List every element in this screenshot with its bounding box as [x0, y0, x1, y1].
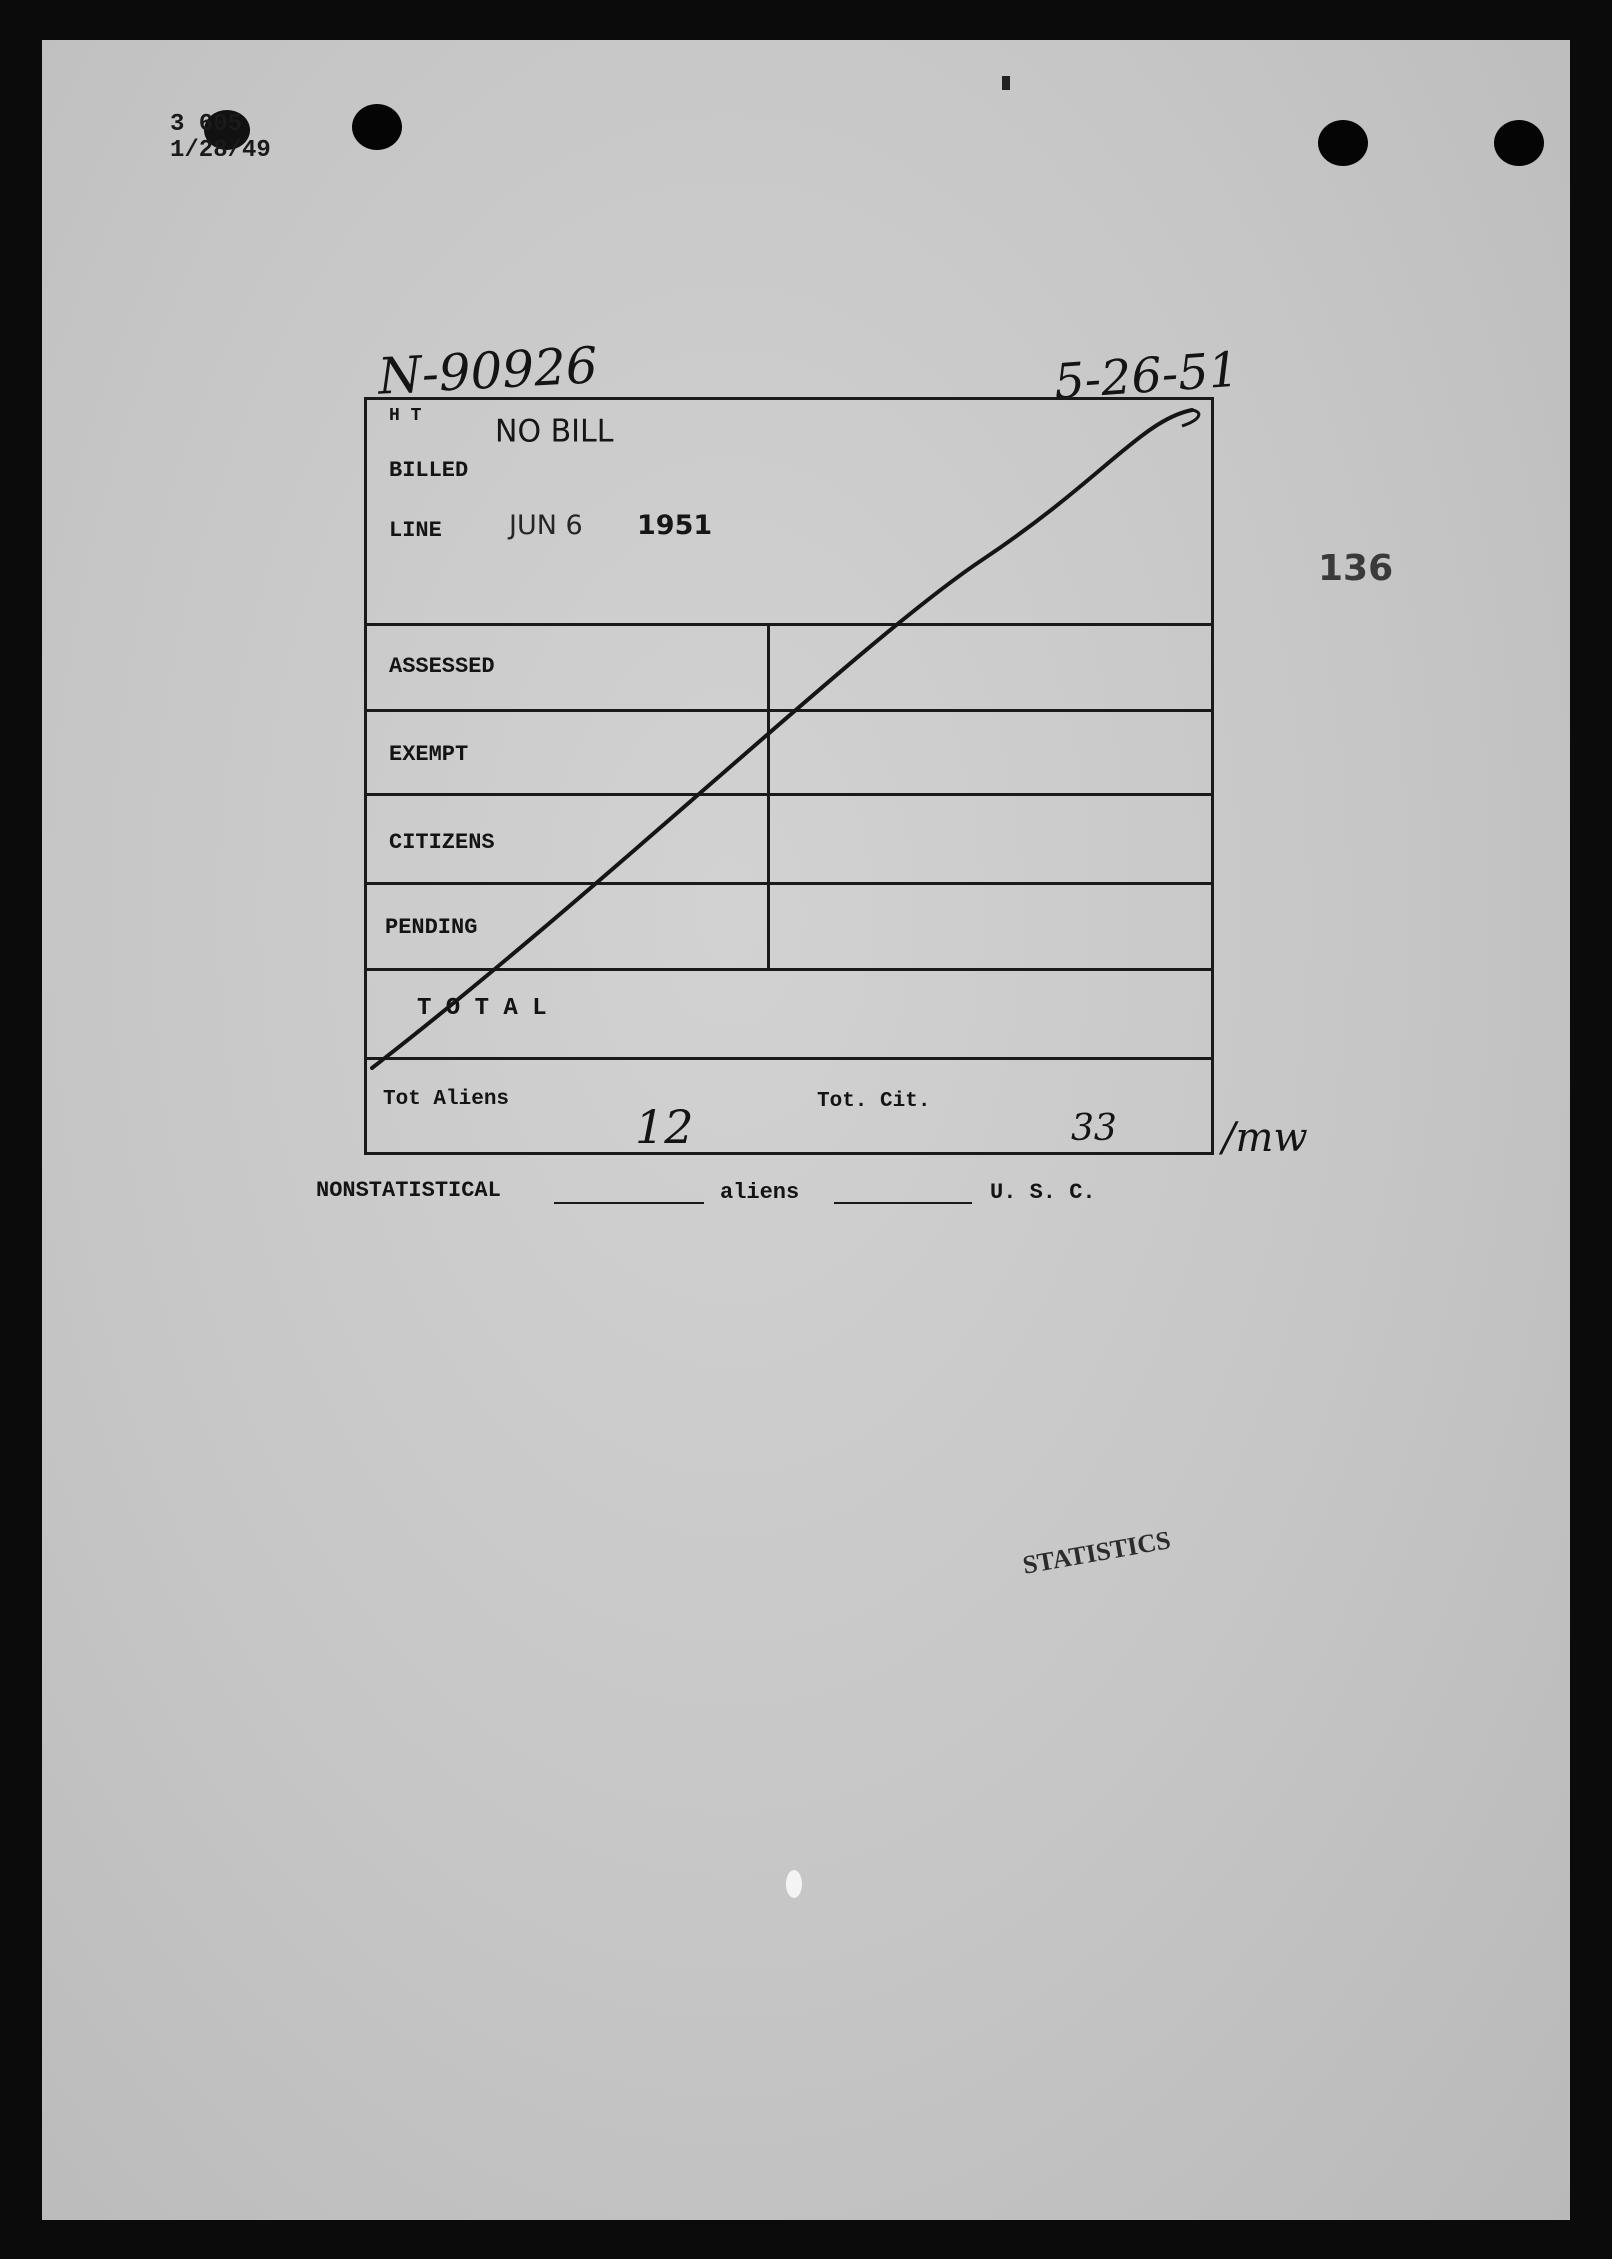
no-bill-stamp: NO BILL	[495, 413, 614, 450]
ht-label: H T	[389, 406, 422, 426]
document-page	[42, 40, 1570, 2220]
usc-label: U. S. C.	[990, 1180, 1096, 1205]
row-label-assessed: ASSESSED	[389, 654, 495, 679]
nonstatistical-label: NONSTATISTICAL	[316, 1178, 501, 1203]
cancel-stroke	[372, 410, 1192, 1068]
form-code-line-2: 1/28/49	[170, 137, 271, 164]
case-number: N-90926	[376, 336, 600, 406]
row-label-exempt: EXEMPT	[389, 742, 469, 767]
line-label: LINE	[389, 518, 442, 543]
row-label-pending: PENDING	[385, 915, 478, 940]
total-label: T O T A L	[417, 995, 547, 1022]
form-code-line-1: 3 605	[170, 111, 243, 138]
tot-aliens-label: Tot Aliens	[383, 1088, 510, 1111]
aliens-label: aliens	[720, 1180, 800, 1205]
diagonal-cancel-line	[42, 40, 1570, 2220]
date-stamp-month-day: JUN 6	[509, 510, 583, 541]
tot-aliens-value: 12	[635, 1100, 694, 1154]
paper-mark	[1002, 76, 1010, 90]
page-number-stamp: 136	[1318, 548, 1394, 589]
tot-cit-label: Tot. Cit.	[817, 1090, 931, 1113]
handwritten-date: 5-26-51	[1052, 341, 1241, 411]
date-stamp-year: 1951	[637, 510, 713, 541]
row-label-citizens: CITIZENS	[389, 830, 495, 855]
statistics-stamp: STATISTICS	[1020, 1525, 1173, 1580]
tot-cit-value: 33	[1071, 1108, 1117, 1149]
initials: /mw	[1222, 1115, 1308, 1161]
paper-speck	[786, 1870, 802, 1898]
billed-label: BILLED	[389, 458, 469, 483]
